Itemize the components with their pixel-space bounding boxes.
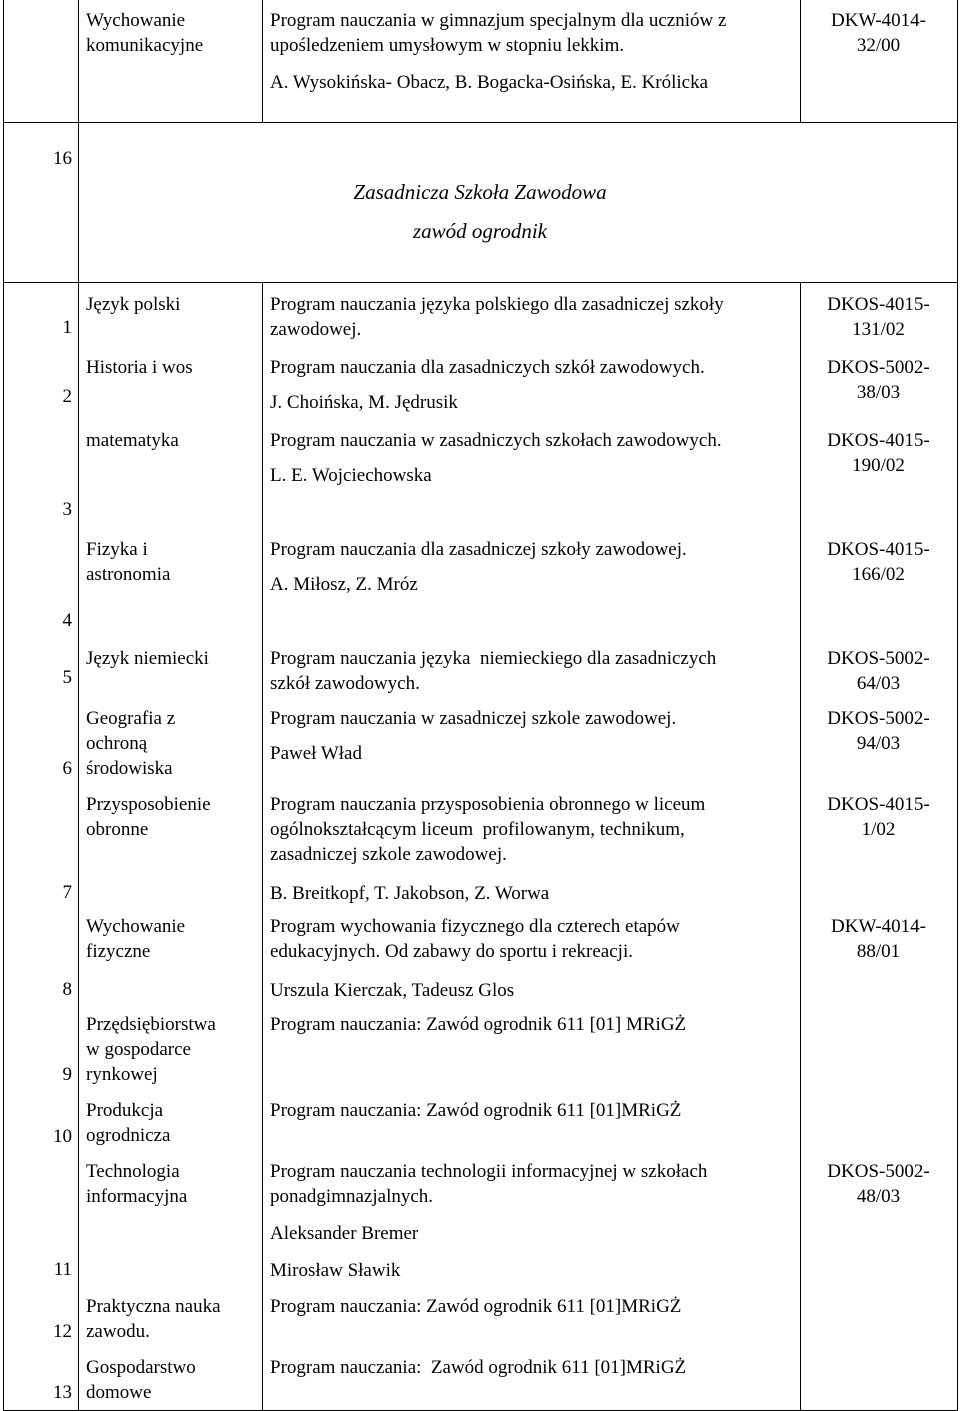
row-program-line: Program nauczania w zasadniczej szkole zawodowej. [270, 708, 677, 729]
row-code-line: DKW-4014- [831, 916, 926, 937]
row-subject-line: Wychowanie [86, 916, 186, 937]
row-program-line: Program nauczania: Zawód ogrodnik 611 [01]MRiGŻ [270, 1296, 682, 1317]
row-code-line: 1/02 [861, 819, 896, 840]
top-subject-line: Wychowanie [86, 10, 186, 31]
row-program-line: szkół zawodowych. [270, 673, 420, 694]
row-program-line: ogólnokształcącym liceum profilowanym, technikum, [270, 819, 685, 840]
row-subject-line: matematyka [86, 430, 179, 451]
row-number: 8 [62, 979, 72, 1000]
row-program-line: zawodowej. [270, 319, 362, 340]
row-number: 5 [62, 667, 72, 688]
row-subject-line: Gospodarstwo [86, 1357, 196, 1378]
row-authors: Paweł Wład [270, 743, 362, 764]
row-code-line: 190/02 [852, 455, 905, 476]
row-code-line: DKOS-4015- [827, 539, 930, 560]
row-number: 10 [53, 1126, 72, 1147]
row-authors: Urszula Kierczak, Tadeusz Glos [270, 980, 515, 1001]
row-subject-line: Geografia z [86, 708, 176, 729]
row-program-line: Program nauczania dla zasadniczej szkoły zawodowej. [270, 539, 687, 560]
row-subject-line: Technologia [86, 1161, 180, 1182]
row-subject-line: ochroną [86, 733, 148, 754]
col-divider-2 [262, 282, 263, 1411]
row-code-line: 88/01 [856, 941, 901, 962]
row-subject-line: Przędsiębiorstwa [86, 1014, 216, 1035]
row-authors: Mirosław Sławik [270, 1260, 401, 1281]
row-code-line: 38/03 [856, 382, 901, 403]
row-program-line: Program nauczania: Zawód ogrodnik 611 [01] MRiGŻ [270, 1014, 687, 1035]
row-subject-line: informacyjna [86, 1186, 188, 1207]
row-number: 11 [53, 1259, 72, 1280]
row-program-line: Program nauczania w zasadniczych szkołach zawodowych. [270, 430, 722, 451]
row-program-line: Program wychowania fizycznego dla czterech etapów [270, 916, 680, 937]
row-code-line: DKOS-5002- [827, 708, 930, 729]
row-number: 2 [62, 386, 72, 407]
col-divider-2-top [262, 0, 263, 122]
row-program-line: Program nauczania języka polskiego dla zasadniczej szkoły [270, 294, 724, 315]
row-authors: A. Miłosz, Z. Mróz [270, 574, 418, 595]
row-code-line: DKOS-4015- [827, 794, 930, 815]
row-number: 9 [62, 1064, 72, 1085]
row-authors: B. Breitkopf, T. Jakobson, Z. Worwa [270, 883, 550, 904]
row-code-line: DKOS-5002- [827, 1161, 930, 1182]
row-code-line: 166/02 [852, 564, 905, 585]
row-program-line: ponadgimnazjalnych. [270, 1186, 434, 1207]
row-number: 6 [62, 758, 72, 779]
row-program-line: Program nauczania technologii informacyjnej w szkołach [270, 1161, 708, 1182]
section-number: 16 [53, 148, 72, 169]
top-program-line: Program nauczania w gimnazjum specjalnym dla uczniów z [270, 10, 727, 31]
row-authors: Aleksander Bremer [270, 1223, 419, 1244]
row-code-line: 131/02 [852, 319, 905, 340]
section-subtitle: zawód ogrodnik [413, 219, 547, 243]
col-divider-1 [78, 282, 79, 1411]
row-number: 3 [62, 499, 72, 520]
row-number: 7 [62, 882, 72, 903]
row-subject-line: rynkowej [86, 1064, 158, 1085]
row-subject-line: domowe [86, 1382, 152, 1403]
row-code-line: 48/03 [856, 1186, 901, 1207]
row-number: 1 [62, 317, 72, 338]
row-subject-line: Historia i wos [86, 357, 193, 378]
border-left [3, 0, 4, 1411]
row-program-line: zasadniczej szkole zawodowej. [270, 844, 507, 865]
row-program-line: Program nauczania: Zawód ogrodnik 611 [01]MRiGŻ [270, 1357, 687, 1378]
row-subject-line: Fizyka i [86, 539, 148, 560]
row-subject-line: Praktyczna nauka [86, 1296, 221, 1317]
section-title: Zasadnicza Szkoła Zawodowa [353, 180, 607, 204]
row-program-line: Program nauczania przysposobienia obronnego w liceum [270, 794, 706, 815]
row-subject-line: obronne [86, 819, 149, 840]
row-number: 13 [53, 1382, 72, 1403]
row-subject-line: ogrodnicza [86, 1125, 171, 1146]
top-subject-line: komunikacyjne [86, 35, 204, 56]
row-code-line: DKOS-4015- [827, 294, 930, 315]
row-subject-line: astronomia [86, 564, 171, 585]
row-program-line: Program nauczania: Zawód ogrodnik 611 [01]MRiGŻ [270, 1100, 682, 1121]
row-subject-line: Język niemiecki [86, 648, 209, 669]
row-code-line: DKOS-4015- [827, 430, 930, 451]
top-authors: A. Wysokińska- Obacz, B. Bogacka-Osińska, E. Królicka [270, 72, 709, 93]
row-subject-line: Język polski [86, 294, 181, 315]
row-subject-line: Produkcja [86, 1100, 164, 1121]
row-authors: L. E. Wojciechowska [270, 465, 432, 486]
col-divider-1-top [78, 0, 79, 122]
section-bottom-line [3, 282, 957, 283]
section-top-line [3, 122, 957, 123]
row-subject-line: środowiska [86, 758, 173, 779]
row-program-line: Program nauczania dla zasadniczych szkół zawodowych. [270, 357, 705, 378]
row-number: 12 [53, 1321, 72, 1342]
row-program-line: Program nauczania języka niemieckiego dla zasadniczych [270, 648, 717, 669]
row-code-line: 64/03 [856, 673, 901, 694]
row-subject-line: w gospodarce [86, 1039, 191, 1060]
row-program-line: edukacyjnych. Od zabawy do sportu i rekreacji. [270, 941, 633, 962]
section-number-divider [78, 122, 79, 282]
top-code-line: DKW-4014- [831, 10, 926, 31]
row-subject-line: zawodu. [86, 1321, 150, 1342]
row-subject-line: fizyczne [86, 941, 151, 962]
row-authors: J. Choińska, M. Jędrusik [270, 392, 458, 413]
row-code-line: DKOS-5002- [827, 357, 930, 378]
top-code-line: 32/00 [856, 35, 901, 56]
row-code-line: DKOS-5002- [827, 648, 930, 669]
top-program-line: upośledzeniem umysłowym w stopniu lekkim. [270, 35, 625, 56]
row-code-line: 94/03 [856, 733, 901, 754]
row-number: 4 [62, 610, 72, 631]
row-subject-line: Przysposobienie [86, 794, 211, 815]
